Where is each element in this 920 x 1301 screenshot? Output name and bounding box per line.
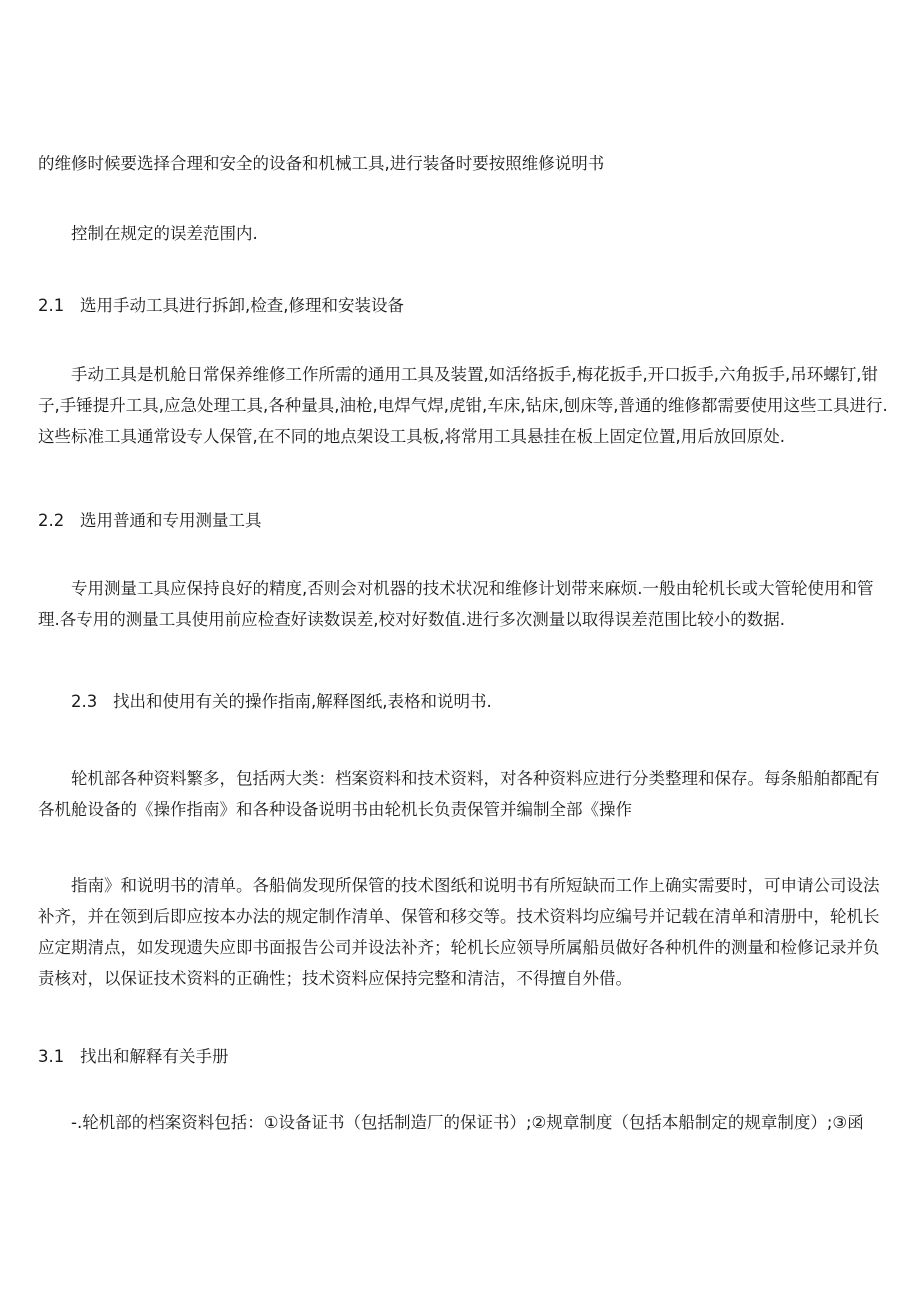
paragraph-error-range: 控制在规定的误差范围内. bbox=[71, 224, 258, 243]
section-title: 选用普通和专用测量工具 bbox=[80, 511, 262, 530]
section-number: 3.1 bbox=[38, 1047, 65, 1066]
section-number: 2.3 bbox=[71, 692, 98, 711]
section-title: 选用手动工具进行拆卸,检查,修理和安装设备 bbox=[80, 296, 404, 315]
section-heading-2-3 bbox=[71, 686, 492, 717]
section-heading-2-1 bbox=[38, 290, 404, 321]
paragraph-archive-records: -.轮机部的档案资料包括：①设备证书（包括制造厂的保证书）;②规章制度（包括本船制定的规章制度）;③函 bbox=[71, 1113, 864, 1132]
paragraph-measuring-tools: 专用测量工具应保持良好的精度,否则会对机器的技术状况和维修计划带来麻烦.一般由轮机长或大管轮使用和管理.各专用的测量工具使用前应检查好读数误差,校对好数值.进行多次测量以取得误差范围比较小的数据. bbox=[38, 579, 874, 629]
paragraph-maintenance-intro: 的维修时候要选择合理和安全的设备和机械工具,进行装备时要按照维修说明书 bbox=[38, 154, 605, 173]
section-heading-2-2 bbox=[38, 505, 262, 536]
section-number: 2.1 bbox=[38, 296, 65, 315]
section-title: 找出和解释有关手册 bbox=[80, 1047, 229, 1066]
paragraph-engine-documents: 轮机部各种资料繁多，包括两大类：档案资料和技术资料，对各种资料应进行分类整理和保存。每条船舶都配有各机舱设备的《操作指南》和各种设备说明书由轮机长负责保管并编制全部《操作 bbox=[38, 769, 880, 819]
section-heading-3-1 bbox=[38, 1041, 229, 1072]
section-number: 2.2 bbox=[38, 511, 65, 530]
paragraph-hand-tools: 手动工具是机舱日常保养维修工作所需的通用工具及装置,如活络扳手,梅花扳手,开口扳手,六角扳手,吊环螺钉,钳子,手锤提升工具,应急处理工具,各种量具,油枪,电焊气焊,虎钳,车床,钻床,刨床等,普通的维修都需要使用这些工具进行.这些标准工具通常设专人保管,在不同的地点架设工具板,将常用工具悬挂在板上固定位置,用后放回原处. bbox=[38, 365, 888, 446]
section-title: 找出和使用有关的操作指南,解释图纸,表格和说明书. bbox=[113, 692, 492, 711]
paragraph-manual-inventory: 指南》和说明书的清单。各船倘发现所保管的技术图纸和说明书有所短缺而工作上确实需要时，可申请公司设法补齐，并在领到后即应按本办法的规定制作清单、保管和移交等。技术资料均应编号并记载在清单和清册中，轮机长应定期清点，如发现遗失应即书面报告公司并设法补齐；轮机长应领导所属船员做好各种机件的测量和检修记录并负责核对，以保证技术资料的正确性；技术资料应保持完整和清洁，不得擅自外借。 bbox=[38, 876, 880, 988]
